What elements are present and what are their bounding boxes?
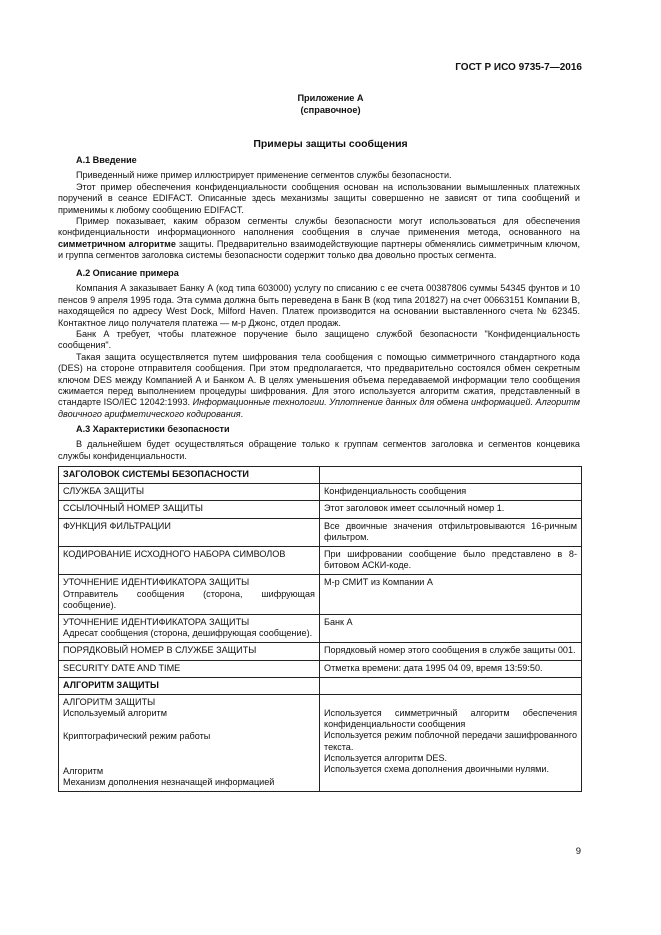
table-cell-left: ПОРЯДКОВЫЙ НОМЕР В СЛУЖБЕ ЗАЩИТЫ bbox=[59, 643, 320, 660]
table-row bbox=[59, 695, 582, 792]
table-cell-left: УТОЧНЕНИЕ ИДЕНТИФИКАТОРА ЗАЩИТЫ Адресат сообщения (сторона, дешифрующая сообщение). bbox=[59, 615, 320, 643]
table-cell-right: Банк А bbox=[320, 615, 582, 643]
table-cell-right: М-р СМИТ из Компании А bbox=[320, 575, 582, 615]
table-row bbox=[59, 501, 582, 518]
table-cell-left: ФУНКЦИЯ ФИЛЬТРАЦИИ bbox=[59, 518, 320, 546]
section-a2-paragraph-3: Такая защита осуществляется путем шифрования тела сообщения с помощью симметричного стандартного кода (DES) на стороне отправителя сообщения. При этом предполагается, что предварительно состоялся обмен секретным ключом DES между Компанией А и Банком А. В целях уменьшения объема передаваемой информации тело сообщения сжимается перед выполнением процедуры шифрования. Для этого используется алгоритм сжатия, представленный в стандарте ISO/IEC 12042:1993. Информационные технологии. Уплотнение данных для обмена информацией. Алгоритм двоичного арифметического кодирования. bbox=[58, 351, 580, 419]
table-header-empty-cell bbox=[320, 677, 582, 694]
section-a1-paragraph-3: Пример показывает, каким образом сегменты службы безопасности могут использоваться для обеспечения конфиденциальности информационного наполнения сообщения в случае применения метода, основанного на симметричном алгоритме защиты. Предварительно взаимодействующие партнеры обменялись симметричным ключом, и группа сегментов заголовка системы безопасности содержит только два довольно простых сегмента. bbox=[58, 216, 580, 261]
page-number: 9 bbox=[575, 846, 581, 857]
table-header-cell: ЗАГОЛОВОК СИСТЕМЫ БЕЗОПАСНОСТИ bbox=[59, 467, 320, 484]
table-cell-right: Этот заголовок имеет ссылочный номер 1. bbox=[320, 501, 582, 518]
section-a1 bbox=[58, 155, 580, 262]
table-cell-right: Все двоичные значения отфильтровываются 16-ричным фильтром. bbox=[320, 518, 582, 546]
document-code: ГОСТ Р ИСО 9735-7—2016 bbox=[455, 62, 582, 73]
table-header-row bbox=[59, 467, 582, 484]
table-row bbox=[59, 575, 582, 615]
table-cell-right: Порядковый номер этого сообщения в службе защиты 001. bbox=[320, 643, 582, 660]
section-a2-paragraph-1: Компания А заказывает Банку А (код типа 603000) услугу по списанию с ее счета 00387806 суммы 54345 фунтов и 10 пенсов 9 апреля 1995 года. Эта сумма должна быть переведена в Банк В (код типа 201827) на счет 00663151 Компании В, находящейся по адресу West Dock, Milford Haven. Платеж производится на основании выставленного счета № 62345. Контактное лицо получателя платежа — м-р Джонс, отдел продаж. bbox=[58, 283, 580, 328]
table-cell-right: Отметка времени: дата 1995 04 09, время 13:59:50. bbox=[320, 660, 582, 677]
bold-term: симметричном алгоритме bbox=[58, 238, 176, 249]
table-row bbox=[59, 518, 582, 546]
table-cell-left: КОДИРОВАНИЕ ИСХОДНОГО НАБОРА СИМВОЛОВ bbox=[59, 547, 320, 575]
table-cell-left: СЛУЖБА ЗАЩИТЫ bbox=[59, 484, 320, 501]
appendix-heading bbox=[0, 92, 661, 116]
section-a3-heading: А.3 Характеристики безопасности bbox=[76, 424, 230, 434]
standard-title: Информационные технологии. Уплотнение данных для обмена информацией. Алгоритм двоичного арифметического кодирования bbox=[58, 397, 580, 419]
table-header-empty-cell bbox=[320, 467, 582, 484]
table-cell-left: АЛГОРИТМ ЗАЩИТЫ Используемый алгоритм Криптографический режим работы Алгоритм Механизм дополнения незначащей информацией bbox=[59, 695, 320, 792]
section-a3 bbox=[58, 424, 580, 462]
section-a3-paragraph-1: В дальнейшем будет осуществляться обращение только к группам сегментов заголовка и сегментов концевика службы конфиденциальности. bbox=[58, 439, 580, 461]
main-title: Примеры защиты сообщения bbox=[253, 138, 408, 150]
table-row bbox=[59, 484, 582, 501]
section-a2 bbox=[58, 268, 580, 420]
appendix-subtitle: (справочное) bbox=[300, 105, 361, 115]
table-header-row bbox=[59, 677, 582, 694]
table-cell-left: ССЫЛОЧНЫЙ НОМЕР ЗАЩИТЫ bbox=[59, 501, 320, 518]
table-header-cell: АЛГОРИТМ ЗАЩИТЫ bbox=[59, 677, 320, 694]
section-a1-paragraph-1: Приведенный ниже пример иллюстрирует применение сегментов службы безопасности. bbox=[76, 170, 452, 181]
security-table bbox=[58, 466, 582, 792]
table-cell-right: Используется симметричный алгоритм обеспечения конфиденциальности сообщения Используется режим поблочной передачи зашифрованного текста. Используется алгоритм DES. Используется схема дополнения двоичными нулями. bbox=[320, 695, 582, 792]
table-cell-right: При шифровании сообщение было представлено в 8-битовом АСКИ-коде. bbox=[320, 547, 582, 575]
table-row bbox=[59, 547, 582, 575]
table-cell-left: SECURITY DATE AND TIME bbox=[59, 660, 320, 677]
section-a2-paragraph-2: Банк А требует, чтобы платежное поручение было защищено службой безопасности "Конфиденциальность сообщения". bbox=[58, 329, 580, 351]
appendix-title: Приложение А bbox=[297, 93, 364, 103]
section-a1-paragraph-2: Этот пример обеспечения конфиденциальности сообщения основан на использовании вымышленных платежных поручений в сеансе EDIFACT. Описанные здесь механизмы защиты совершенно не зависят от типа сообщений и применимы к любому сообщению EDIFACT. bbox=[58, 181, 580, 215]
table-cell-left: УТОЧНЕНИЕ ИДЕНТИФИКАТОРА ЗАЩИТЫ Отправитель сообщения (сторона, шифрующая сообщение). bbox=[59, 575, 320, 615]
table-row bbox=[59, 643, 582, 660]
table-row bbox=[59, 660, 582, 677]
table-cell-right: Конфиденциальность сообщения bbox=[320, 484, 582, 501]
section-a1-heading: А.1 Введение bbox=[76, 155, 137, 165]
table-row bbox=[59, 615, 582, 643]
section-a2-heading: А.2 Описание примера bbox=[76, 268, 179, 278]
